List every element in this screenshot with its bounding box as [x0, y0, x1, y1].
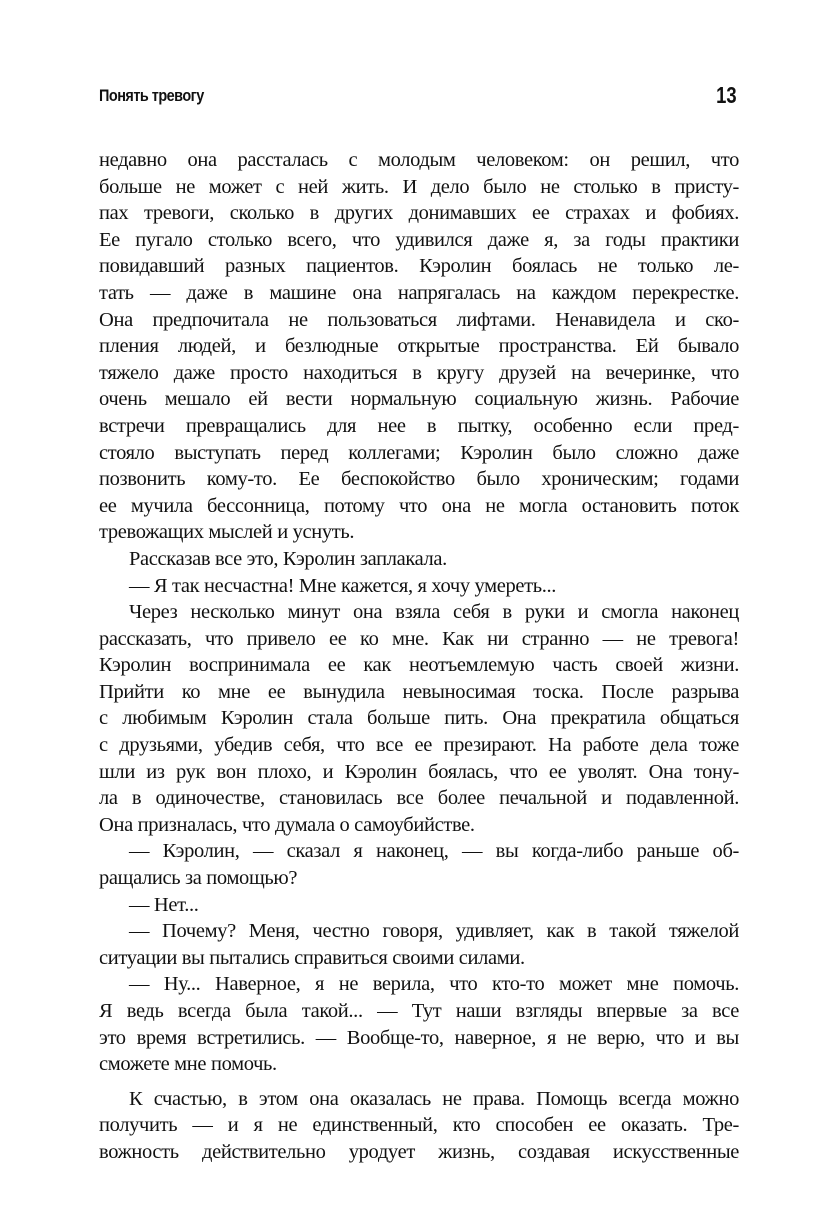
text-line: Я ведь всегда была такой... — Тут наши взгляды впервые за все [99, 1000, 739, 1022]
text-line: Рассказав все это, Кэролин заплакала. [129, 547, 447, 570]
body-text [99, 147, 739, 1166]
text-line: Кэролин воспринимала ее как неотъемлемую часть своей жизни. [99, 654, 739, 677]
running-title: Понять тревогу [99, 86, 204, 105]
text-line: с друзьями, убедив себя, что все ее презирают. На работе дела тоже [99, 734, 739, 757]
paragraph-gap [99, 1078, 739, 1086]
text-line: тяжело даже просто находиться в кругу друзей на вечеринке, что [99, 361, 739, 384]
text-line: Через несколько минут она взяла себя в руки и смогла наконец [129, 601, 739, 624]
page-number: 13 [716, 82, 737, 108]
text-line: — Кэролин, — сказал я наконец, — вы когда-либо раньше об- [129, 840, 739, 863]
text-line: — Я так несчастна! Мне кажется, я хочу умереть... [129, 574, 557, 597]
text-line: Она призналась, что думала о самоубийстве. [99, 813, 475, 836]
text-line: рассказать, что привело ее ко мне. Как ни странно — не тревога! [99, 627, 739, 650]
text-line: больше не может с ней жить. И дело было не столько в присту- [99, 175, 739, 198]
text-line: с любимым Кэролин стала больше пить. Она прекратила общаться [99, 707, 739, 730]
text-line: это время встретились. — Вообще-то, наверное, я не верю, что и вы [99, 1026, 739, 1049]
text-line: ращались за помощью? [99, 867, 298, 890]
text-line: Она предпочитала не пользоваться лифтами. Ненавидела и ско- [99, 308, 739, 331]
text-line: — Ну... Наверное, я не верила, что кто-то может мне помочь. [129, 973, 739, 996]
text-line: тать — даже в машине она напрягалась на каждом перекрестке. [99, 281, 739, 304]
text-line: очень мешало ей вести нормальную социальную жизнь. Рабочие [99, 388, 739, 411]
text-line: Ее пугало столько всего, что удивился даже я, за годы практики [99, 228, 739, 251]
text-line: получить — и я не единственный, кто способен ее оказать. Тре- [99, 1114, 739, 1137]
text-line: ситуации вы пытались справиться своими силами. [99, 946, 525, 969]
text-line: ла в одиночестве, становилась все более печальной и подавленной. [99, 787, 739, 810]
text-line: вожность действительно уродует жизнь, создавая искусственные [99, 1140, 739, 1163]
text-line: пах тревоги, сколько в других донимавших ее страхах и фобиях. [99, 202, 739, 225]
text-line: ее мучила бессонница, потому что она не могла остановить поток [99, 494, 739, 517]
text-line: повидавший разных пациентов. Кэролин боялась не только ле- [99, 255, 739, 278]
text-line: недавно она рассталась с молодым человеком: он решил, что [99, 149, 739, 171]
text-line: пления людей, и безлюдные открытые пространства. Ей бывало [99, 335, 739, 358]
text-line: тревожащих мыслей и уснуть. [99, 521, 355, 544]
text-line: — Нет... [129, 893, 199, 916]
running-header [99, 82, 737, 112]
text-line: позвонить кому-то. Ее беспокойство было хроническим; годами [99, 468, 739, 491]
text-line: — Почему? Меня, честно говоря, удивляет, как в такой тяжелой [129, 920, 739, 943]
text-line: Прийти ко мне ее вынудила невыносимая тоска. После разрыва [99, 680, 739, 703]
text-line: К счастью, в этом она оказалась не права. Помощь всегда можно [129, 1087, 739, 1110]
text-line: встречи превращались для нее в пытку, особенно если пред- [99, 414, 739, 437]
text-line: шли из рук вон плохо, и Кэролин боялась, что ее уволят. Она тону- [99, 760, 739, 783]
text-line: сможете мне помочь. [99, 1053, 277, 1076]
text-line: стояло выступать перед коллегами; Кэролин было сложно даже [99, 441, 739, 464]
